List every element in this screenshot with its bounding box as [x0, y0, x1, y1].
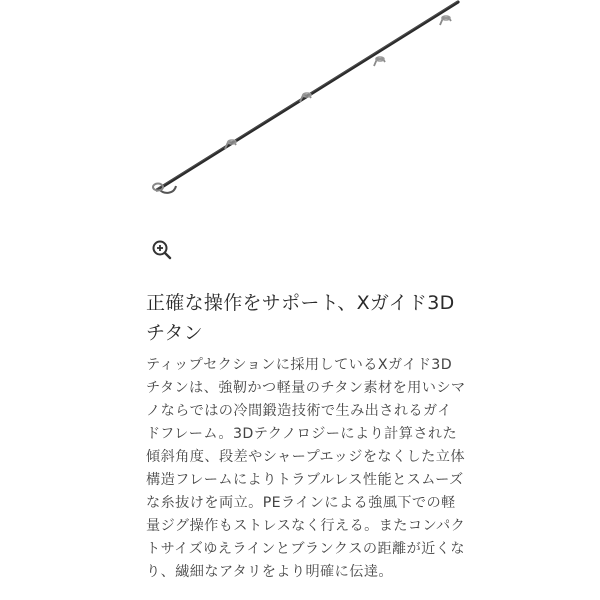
feature-section [146, 288, 466, 584]
product-image [140, 0, 460, 215]
rod-guide [440, 16, 451, 25]
rod-guide [374, 57, 385, 66]
feature-title: 正確な操作をサポート、Xガイド3Dチタン [146, 292, 455, 344]
rod-blank [157, 2, 458, 190]
feature-description: ティップセクションに採用しているXガイド3Dチタンは、強靭かつ軽量のチタン素材を用いシマノならではの冷間鍛造技術で生み出されるガイドフレーム。3Dテクノロジーにより計算された傾斜角度、段差やシャープエッジをなくした立体構造フレームによりトラブルレス性能とスムーズな糸抜けを両立。PEラインによる強風下での軽量ジグ操作もストレスなく行える。またコンパクトサイズゆえラインとブランクスの距離が近くなり、繊細なアタリをより明確に伝達。 [146, 357, 466, 580]
zoom-in-icon [150, 238, 174, 262]
zoom-button[interactable] [150, 238, 174, 262]
fishing-rod-illustration [140, 0, 460, 215]
